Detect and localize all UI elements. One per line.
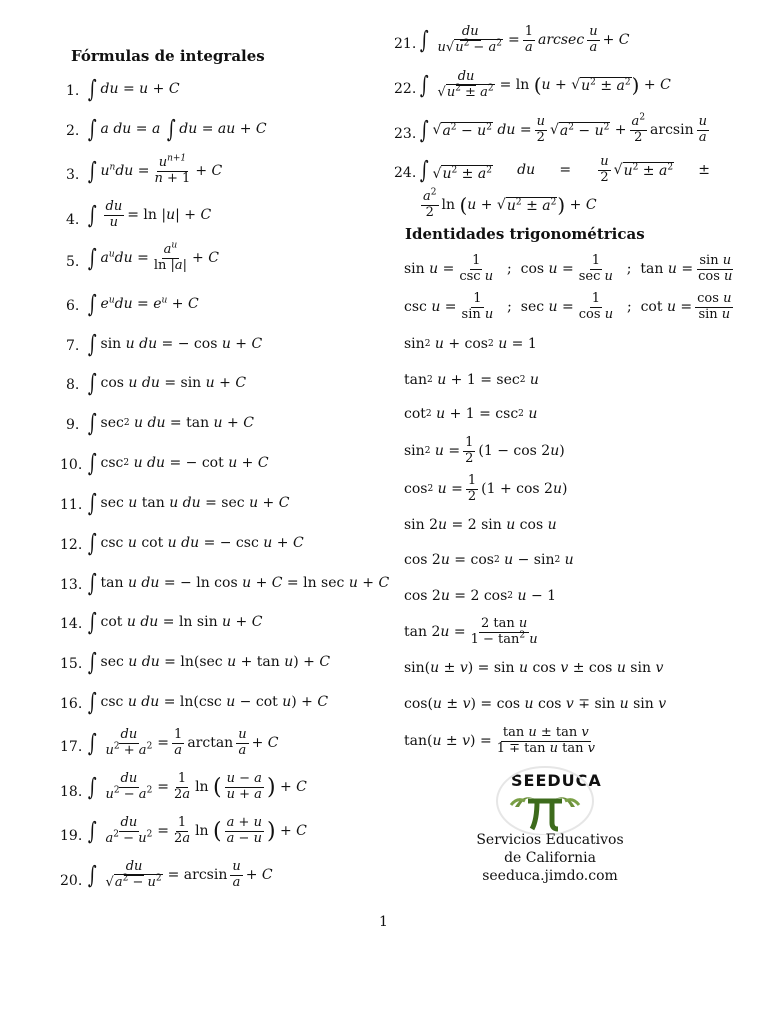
formula-14: ∫ cot u du = ln sin u + C (87, 608, 263, 636)
formula-22: ∫ $\frac{du}{√u^2 \pm a^2}$ = ln ( u + √ $u^2 \pm a^2$ ) + C (419, 69, 671, 100)
trig-pythagorean-2: tan 2 u + 1 = sec 2 u (404, 372, 539, 388)
formula-19: ∫ $\frac{du}{a^2 - u^2}$ = $\frac{1}{2a}$ ln ( $\frac{a + u}{a - u}$ ) + C (87, 815, 307, 846)
formula-number: 15. (60, 656, 83, 672)
formula-number: 1. (66, 83, 80, 99)
trig-double-cos-1: cos 2 u = cos 2 u − sin 2 u (404, 552, 574, 568)
formula-number: 7. (66, 338, 80, 354)
trig-sum-sin: sin( u ± v ) = sin u cos v ± cos u sin v (404, 660, 664, 676)
formula-6: ∫ $e^udu$ = $e^u$ + C (87, 290, 199, 318)
logo-caption-line2: de California (504, 850, 596, 866)
formula-11: ∫ sec u tan u du = sec u + C (87, 489, 290, 517)
trig-sum-cos: cos( u ± v ) = cos u cos v ∓ sin u sin v (404, 696, 667, 712)
trig-title: Identidades trigonométricas (405, 225, 645, 243)
formula-number: 20. (60, 873, 83, 889)
formula-number: 16. (60, 696, 83, 712)
seeduca-logo (495, 765, 602, 835)
formula-number: 24. (394, 165, 417, 181)
trig-double-cos-2: cos 2 u = 2 cos 2 u − 1 (404, 588, 557, 604)
formula-number: 9. (66, 417, 80, 433)
trig-half-angle-cos: cos 2 u = $\frac{1}{2}$ (1 + cos 2 u ) (404, 473, 568, 504)
formula-number: 17. (60, 739, 83, 755)
formula-9: ∫ sec 2 u du = tan u + C (87, 409, 254, 437)
formula-number: 21. (394, 36, 417, 52)
formula-3: ∫ $u^ndu$ = $\frac{u^{n+1}}{n + 1}$ + C (87, 153, 223, 186)
formula-number: 11. (60, 497, 83, 513)
formula-number: 13. (60, 577, 83, 593)
formula-20: ∫ $\frac{du}{√a^2 - u^2}$ = arcsin $\frac{u}{a}$ + C (87, 859, 273, 890)
formula-number: 18. (60, 784, 83, 800)
formula-12: ∫ csc u cot u du = − csc u + C (87, 529, 304, 557)
formula-number: 10. (60, 457, 83, 473)
logo-caption-line1: Servicios Educativos (476, 832, 624, 848)
formula-1: ∫ du = u + C (87, 75, 180, 103)
formula-number: 8. (66, 377, 80, 393)
page-number: 1 (379, 914, 388, 930)
formula-number: 3. (66, 167, 80, 183)
formula-number: 14. (60, 616, 83, 632)
formula-number: 19. (60, 828, 83, 844)
formula-number: 6. (66, 298, 80, 314)
pi-palm-icon (495, 765, 595, 835)
formula-23: ∫ √ $a^2 - u^2$ du = $\frac{u}{2}$ √ $a^2 - u^2$ + $\frac{a^2}{2}$ arcsin $\frac{u}{a}$ (419, 112, 707, 145)
formula-2: ∫ a du = a ∫ du = au + C (87, 115, 267, 143)
formula-18: ∫ $\frac{du}{u^2 - a^2}$ = $\frac{1}{2a}$ ln ( $\frac{u - a}{u + a}$ ) + C (87, 771, 307, 802)
formula-number: 5. (66, 254, 80, 270)
formula-number: 4. (66, 212, 80, 228)
formula-17: ∫ $\frac{du}{u^2 + a^2}$ = $\frac{1}{a}$ arctan $\frac{u}{a}$ + C (87, 727, 279, 758)
formula-15: ∫ sec u du = ln(sec u + tan u ) + C (87, 648, 331, 676)
trig-reciprocal-1: sin u = $\frac{1}{\text{csc u}}$ ; cos u = $\frac{1}{\text{sec u}}$ ; tan u = $\frac{\text{sin u}}{\text{cos u}}$ (404, 253, 733, 284)
formula-21: ∫ $\frac{du}{u√u^2 - a^2}$ = $\frac{1}{a}$ arcsec $\frac{u}{a}$ + C (419, 24, 630, 55)
trig-double-tan: tan 2 u = $\frac{\text{2 tan u}}{1 - \tan^2 u}$ (404, 616, 538, 647)
formula-8: ∫ cos u du = sin u + C (87, 369, 247, 397)
trig-pythagorean-1: sin 2 u + cos 2 u = 1 (404, 336, 537, 352)
formula-5: ∫ $a^udu$ = $\frac{a^u}{\ln |a|}$ + C (87, 240, 219, 273)
formula-16: ∫ csc u du = ln(csc u − cot u ) + C (87, 688, 329, 716)
formula-4: ∫ $\frac{du}{u}$ = ln | u | + C (87, 199, 212, 230)
formula-13: ∫ tan u du = − ln cos u + C = ln sec u + C (87, 569, 390, 597)
trig-reciprocal-2: csc u = $\frac{1}{\text{sin u}}$ ; sec u = $\frac{1}{\text{cos u}}$ ; cot u = $\frac{\text{cos u}}{\text{sin u}}$ (404, 291, 732, 322)
formula-number: 23. (394, 126, 417, 142)
formula-10: ∫ csc 2 u du = − cot u + C (87, 449, 269, 477)
formula-number: 2. (66, 123, 80, 139)
trig-double-sin: sin 2 u = 2 sin u cos u (404, 517, 557, 533)
logo-website: seeduca.jimdo.com (482, 868, 618, 884)
trig-half-angle-sin: sin 2 u = $\frac{1}{2}$ (1 − cos 2 u ) (404, 435, 565, 466)
logo-wordmark: SEEDUCA (511, 771, 602, 790)
formula-number: 22. (394, 81, 417, 97)
integrals-title: Fórmulas de integrales (71, 47, 265, 65)
trig-sum-tan: tan( u ± v ) = $\frac{\text{tan u ± tan v}}{\text{1 ∓ tan u tan v}}$ (404, 725, 595, 756)
formula-number: 12. (60, 537, 83, 553)
formula-24-line2: $\frac{a^2}{2}$ ln ( u + √ $u^2 \pm a^2$ ) + C (423, 187, 597, 220)
formula-24-line1: ∫ $√u^2 \pm a^2$ du = $\frac{u}{2}$ √ $u^2 \pm a^2$ ± (419, 154, 710, 185)
formula-7: ∫ sin u du = − cos u + C (87, 330, 263, 358)
trig-pythagorean-3: cot 2 u + 1 = csc 2 u (404, 406, 538, 422)
